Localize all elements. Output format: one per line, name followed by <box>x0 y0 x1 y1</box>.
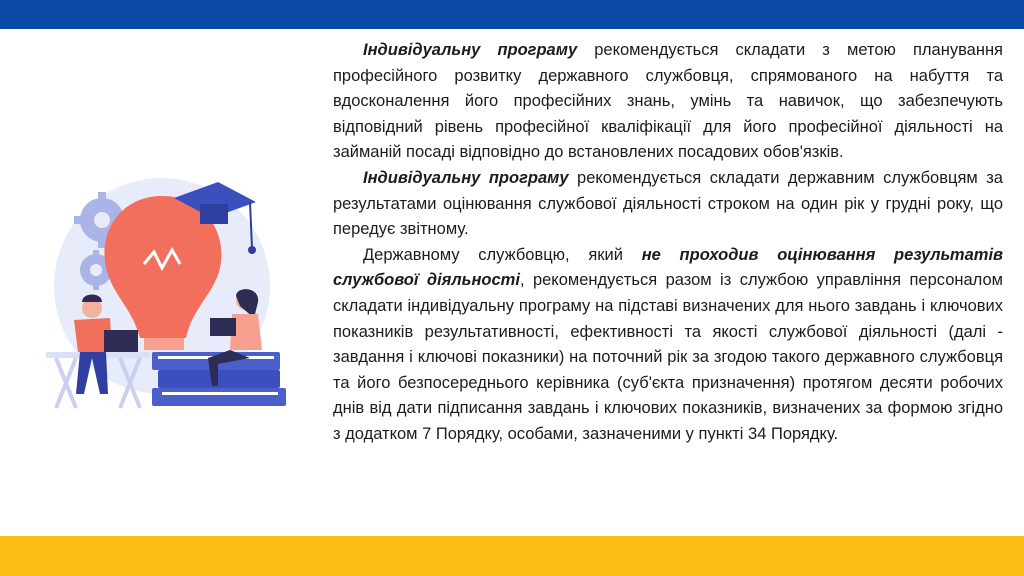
emphasis-text: Індивідуальну програму <box>363 168 569 187</box>
lightbulb-base <box>144 338 184 350</box>
learning-illustration <box>40 168 292 418</box>
emphasis-text: не проходив оцінювання результатів службової діяльності <box>333 245 1003 290</box>
laptop-icon <box>210 318 236 336</box>
body-text <box>333 38 1003 448</box>
laptop-icon <box>104 330 138 352</box>
paragraph-individual-program-purpose: Індивідуальну програму рекомендується складати з метою планування професійного розвитку державного службовця, спрямованого на набуття та вдосконалення його професійних знань, умінь та навичок, що забезпечують відповідний рівень професійної кваліфікації для його професійної діяльності на займаній посаді відповідно до встановлених посадових обов'язків. <box>333 41 1003 162</box>
bottom-color-band <box>0 536 1024 576</box>
top-color-band <box>0 0 1024 29</box>
paragraph-individual-program-term: Індивідуальну програму рекомендується складати державним службовцям за результатами оцінювання службової діяльності строком на один рік у грудні року, що передує звітному. <box>333 168 1003 239</box>
emphasis-text: Індивідуальну програму <box>363 41 578 59</box>
paragraph-no-evaluation-case: Державному службовцю, який не проходив оцінювання результатів службової діяльності, рекомендується разом із службою управління персоналом складати індивідуальну програму на підставі визначених для нього завдань і ключових показників результативності, ефективності та якості службової діяльності (далі - завдання і ключові показники) на поточний рік за згодою такого державного службовця та його безпосереднього керівника (суб'єкта призначення) протягом десяти робочих днів від дати підписання завдань і ключових показників, визначених за формою згідно з додатком 7 Порядку, особами, зазначеними у пункті 34 Порядку. <box>333 245 1003 443</box>
